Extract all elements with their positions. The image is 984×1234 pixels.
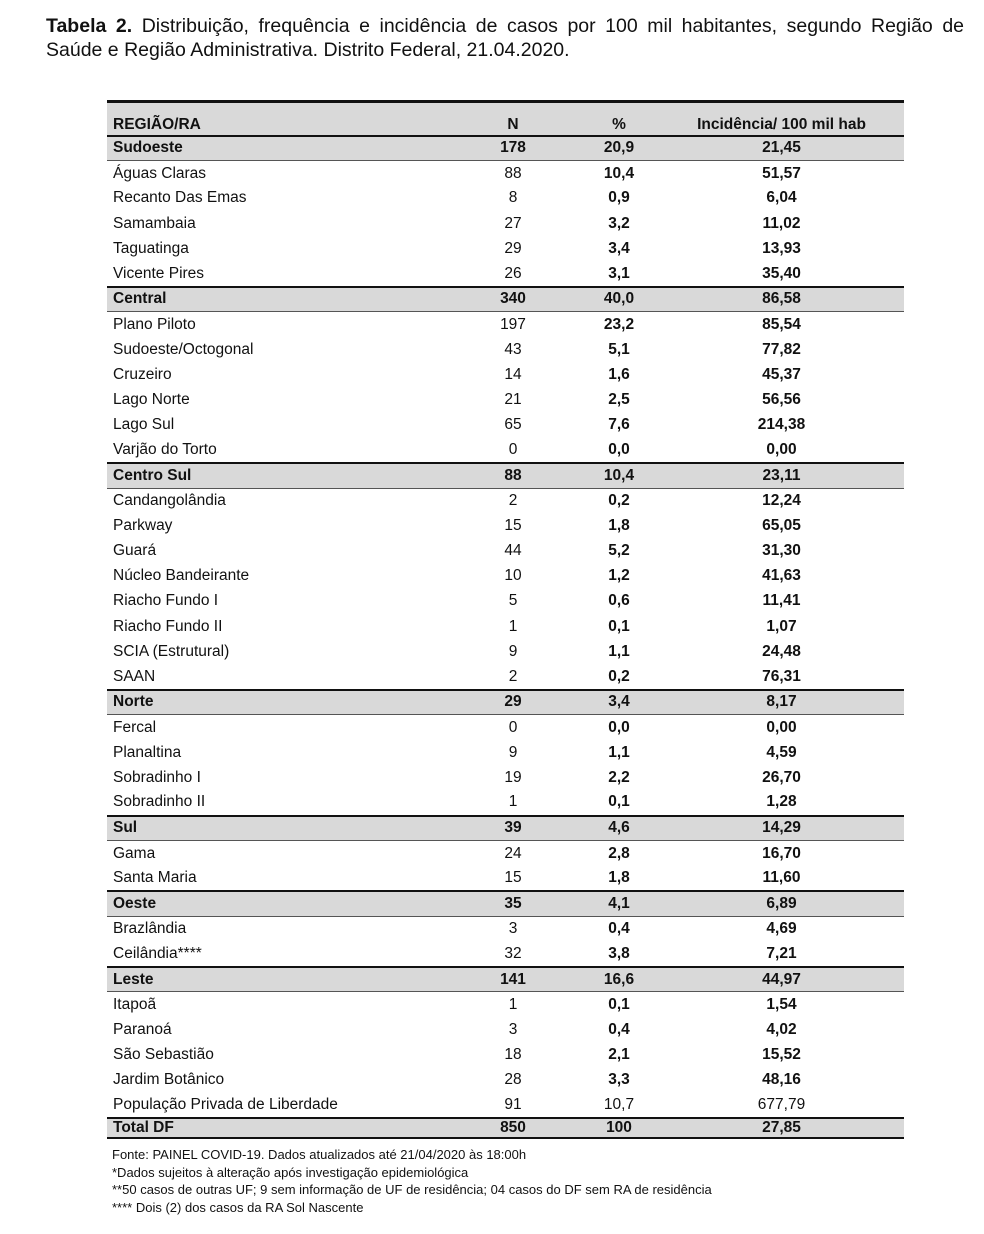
incidence-cell: 11,60 bbox=[762, 869, 801, 887]
incidence-cell: 214,38 bbox=[757, 416, 806, 434]
percent-cell: 0,2 bbox=[608, 667, 630, 685]
region-name-cell: Oeste bbox=[107, 891, 447, 916]
region-name-cell: Vicente Pires bbox=[113, 264, 205, 282]
percent-cell: 3,4 bbox=[608, 239, 630, 257]
percent-cell: 1,8 bbox=[608, 869, 630, 887]
incidence-cell: 4,59 bbox=[766, 743, 797, 761]
percent-cell: 2,8 bbox=[608, 844, 630, 862]
incidence-cell: 16,70 bbox=[762, 844, 801, 862]
incidence-cell: 77,82 bbox=[762, 340, 801, 358]
count-cell: 26 bbox=[504, 264, 522, 282]
percent-cell: 3,3 bbox=[608, 1071, 630, 1089]
region-name-cell: Itapoã bbox=[113, 995, 157, 1013]
region-name-cell: Brazlândia bbox=[113, 920, 187, 938]
region-name-cell: SCIA (Estrutural) bbox=[113, 642, 230, 660]
percent-cell: 40,0 bbox=[579, 287, 659, 312]
percent-cell: 3,8 bbox=[608, 944, 630, 962]
count-cell: 0 bbox=[508, 718, 518, 736]
table-row bbox=[107, 1042, 904, 1067]
region-name-cell: Sobradinho I bbox=[113, 768, 201, 786]
region-name-cell: Lago Norte bbox=[113, 390, 190, 408]
percent-cell: 16,6 bbox=[579, 967, 659, 992]
count-cell: 88 bbox=[447, 463, 579, 488]
cases-table bbox=[107, 100, 904, 1139]
percent-cell: 0,4 bbox=[608, 920, 630, 938]
count-cell: 15 bbox=[504, 869, 522, 887]
table-body bbox=[107, 136, 904, 1138]
table-row bbox=[107, 488, 904, 513]
percent-cell: 2,5 bbox=[608, 390, 630, 408]
percent-cell: 4,6 bbox=[579, 816, 659, 841]
percent-cell: 0,1 bbox=[608, 617, 630, 635]
table-row bbox=[107, 261, 904, 286]
percent-cell: 2,1 bbox=[608, 1045, 630, 1063]
incidence-cell: 48,16 bbox=[762, 1071, 801, 1089]
percent-cell: 0,6 bbox=[608, 592, 630, 610]
incidence-cell: 8,17 bbox=[659, 690, 904, 715]
region-name-cell: Centro Sul bbox=[107, 463, 447, 488]
table-row bbox=[107, 942, 904, 967]
incidence-cell: 677,79 bbox=[757, 1095, 806, 1113]
count-cell: 178 bbox=[447, 136, 579, 161]
footnote-1: *Dados sujeitos à alteração após investigação epidemiológica bbox=[112, 1164, 469, 1180]
table-row bbox=[107, 715, 904, 740]
count-cell: 3 bbox=[508, 920, 518, 938]
incidence-cell: 1,28 bbox=[766, 793, 797, 811]
percent-cell: 0,1 bbox=[608, 995, 630, 1013]
count-cell: 850 bbox=[447, 1118, 579, 1138]
incidence-cell: 14,29 bbox=[659, 816, 904, 841]
count-cell: 44 bbox=[504, 542, 522, 560]
percent-cell: 7,6 bbox=[608, 416, 630, 434]
count-cell: 9 bbox=[508, 642, 518, 660]
incidence-cell: 24,48 bbox=[762, 642, 801, 660]
region-group-row bbox=[107, 136, 904, 161]
table-row bbox=[107, 916, 904, 941]
incidence-cell: 26,70 bbox=[762, 768, 801, 786]
table-row bbox=[107, 186, 904, 211]
count-cell: 141 bbox=[447, 967, 579, 992]
percent-cell: 2,2 bbox=[608, 768, 630, 786]
region-group-row bbox=[107, 690, 904, 715]
table-row bbox=[107, 312, 904, 337]
region-name-cell: Taguatinga bbox=[113, 239, 189, 257]
percent-cell: 5,2 bbox=[608, 542, 630, 560]
table-row bbox=[107, 1093, 904, 1118]
region-name-cell: Cruzeiro bbox=[113, 365, 172, 383]
incidence-cell: 65,05 bbox=[762, 516, 801, 534]
table-row bbox=[107, 337, 904, 362]
incidence-cell: 27,85 bbox=[659, 1118, 904, 1138]
percent-cell: 1,1 bbox=[608, 743, 630, 761]
count-cell: 24 bbox=[504, 844, 522, 862]
incidence-cell: 0,00 bbox=[766, 440, 797, 458]
table-row bbox=[107, 790, 904, 815]
incidence-cell: 23,11 bbox=[659, 463, 904, 488]
count-cell: 15 bbox=[504, 516, 522, 534]
region-group-row bbox=[107, 891, 904, 916]
total-row bbox=[107, 1118, 904, 1138]
count-cell: 3 bbox=[508, 1020, 518, 1038]
table-row bbox=[107, 413, 904, 438]
count-cell: 28 bbox=[504, 1071, 522, 1089]
header-region: REGIÃO/RA bbox=[107, 102, 447, 136]
table-row bbox=[107, 1017, 904, 1042]
percent-cell: 0,0 bbox=[608, 718, 630, 736]
percent-cell: 0,2 bbox=[608, 491, 630, 509]
incidence-cell: 86,58 bbox=[659, 287, 904, 312]
region-group-row bbox=[107, 463, 904, 488]
region-name-cell: Sudoeste bbox=[107, 136, 447, 161]
count-cell: 2 bbox=[508, 491, 518, 509]
footnotes bbox=[112, 1146, 712, 1216]
region-group-row bbox=[107, 287, 904, 312]
percent-cell: 10,4 bbox=[579, 463, 659, 488]
incidence-cell: 0,00 bbox=[766, 718, 797, 736]
table-row bbox=[107, 387, 904, 412]
table-row bbox=[107, 211, 904, 236]
incidence-cell: 44,97 bbox=[659, 967, 904, 992]
incidence-cell: 15,52 bbox=[762, 1045, 801, 1063]
count-cell: 35 bbox=[447, 891, 579, 916]
count-cell: 197 bbox=[500, 315, 526, 333]
incidence-cell: 1,54 bbox=[766, 995, 797, 1013]
incidence-cell: 6,89 bbox=[659, 891, 904, 916]
percent-cell: 1,8 bbox=[608, 516, 630, 534]
percent-cell: 3,1 bbox=[608, 264, 630, 282]
count-cell: 5 bbox=[508, 592, 518, 610]
count-cell: 39 bbox=[447, 816, 579, 841]
count-cell: 19 bbox=[504, 768, 522, 786]
region-name-cell: Samambaia bbox=[113, 214, 196, 232]
count-cell: 65 bbox=[504, 416, 522, 434]
table-row bbox=[107, 841, 904, 866]
incidence-cell: 1,07 bbox=[766, 617, 797, 635]
percent-cell: 3,4 bbox=[579, 690, 659, 715]
count-cell: 0 bbox=[508, 440, 518, 458]
region-name-cell: Gama bbox=[113, 844, 156, 862]
count-cell: 91 bbox=[504, 1095, 522, 1113]
region-name-cell: SAAN bbox=[113, 667, 156, 685]
region-name-cell: População Privada de Liberdade bbox=[113, 1095, 338, 1113]
table-row bbox=[107, 1067, 904, 1092]
percent-cell: 10,7 bbox=[603, 1095, 635, 1113]
count-cell: 18 bbox=[504, 1045, 522, 1063]
incidence-cell: 21,45 bbox=[659, 136, 904, 161]
percent-cell: 1,1 bbox=[608, 642, 630, 660]
incidence-cell: 12,24 bbox=[762, 491, 801, 509]
table-row bbox=[107, 438, 904, 463]
count-cell: 9 bbox=[508, 743, 518, 761]
table-row bbox=[107, 161, 904, 186]
count-cell: 2 bbox=[508, 667, 518, 685]
percent-cell: 0,0 bbox=[608, 440, 630, 458]
table-row bbox=[107, 740, 904, 765]
region-name-cell: Guará bbox=[113, 542, 157, 560]
region-name-cell: Recanto Das Emas bbox=[113, 189, 247, 207]
percent-cell: 4,1 bbox=[579, 891, 659, 916]
count-cell: 88 bbox=[504, 164, 522, 182]
incidence-cell: 76,31 bbox=[762, 667, 801, 685]
count-cell: 21 bbox=[504, 390, 522, 408]
percent-cell: 1,2 bbox=[608, 567, 630, 585]
count-cell: 340 bbox=[447, 287, 579, 312]
region-name-cell: Norte bbox=[107, 690, 447, 715]
region-group-row bbox=[107, 967, 904, 992]
table-row bbox=[107, 639, 904, 664]
count-cell: 29 bbox=[504, 239, 522, 257]
region-name-cell: Sudoeste/Octogonal bbox=[113, 340, 254, 358]
percent-cell: 0,1 bbox=[608, 793, 630, 811]
region-name-cell: São Sebastião bbox=[113, 1045, 214, 1063]
percent-cell: 23,2 bbox=[603, 315, 635, 333]
percent-cell: 5,1 bbox=[608, 340, 630, 358]
footnote-2: **50 casos de outras UF; 9 sem informação de UF de residência; 04 casos do DF sem RA de residência bbox=[112, 1182, 712, 1198]
region-name-cell: Leste bbox=[107, 967, 447, 992]
count-cell: 10 bbox=[504, 567, 522, 585]
incidence-cell: 13,93 bbox=[762, 239, 801, 257]
count-cell: 29 bbox=[447, 690, 579, 715]
region-name-cell: Planaltina bbox=[113, 743, 182, 761]
incidence-cell: 56,56 bbox=[762, 390, 801, 408]
region-name-cell: Central bbox=[107, 287, 447, 312]
count-cell: 1 bbox=[508, 995, 518, 1013]
incidence-cell: 35,40 bbox=[762, 264, 801, 282]
region-name-cell: Plano Piloto bbox=[113, 315, 196, 333]
header-percent: % bbox=[579, 102, 659, 136]
region-name-cell: Sobradinho II bbox=[113, 793, 206, 811]
table-row bbox=[107, 765, 904, 790]
region-name-cell: Sul bbox=[107, 816, 447, 841]
table-header-row bbox=[107, 102, 904, 136]
count-cell: 14 bbox=[504, 365, 522, 383]
incidence-cell: 45,37 bbox=[762, 365, 801, 383]
region-group-row bbox=[107, 816, 904, 841]
region-name-cell: Fercal bbox=[113, 718, 157, 736]
caption-text: Distribuição, frequência e incidência de casos por 100 mil habitantes, segundo Região de Saúde e Região Administrativa. Distrito Federal, 21.04.2020. bbox=[46, 15, 965, 61]
percent-cell: 1,6 bbox=[608, 365, 630, 383]
caption-label: Tabela 2. bbox=[46, 15, 133, 37]
region-name-cell: Candangolândia bbox=[113, 491, 226, 509]
percent-cell: 10,4 bbox=[603, 164, 635, 182]
percent-cell: 0,9 bbox=[608, 189, 630, 207]
header-n: N bbox=[447, 102, 579, 136]
percent-cell: 20,9 bbox=[579, 136, 659, 161]
table-caption bbox=[46, 14, 964, 62]
region-name-cell: Lago Sul bbox=[113, 416, 175, 434]
count-cell: 1 bbox=[508, 793, 518, 811]
count-cell: 1 bbox=[508, 617, 518, 635]
table-row bbox=[107, 362, 904, 387]
region-name-cell: Total DF bbox=[107, 1118, 447, 1138]
count-cell: 27 bbox=[504, 214, 522, 232]
incidence-cell: 41,63 bbox=[762, 567, 801, 585]
table-row bbox=[107, 614, 904, 639]
table-row bbox=[107, 664, 904, 689]
footnote-3: **** Dois (2) dos casos da RA Sol Nascente bbox=[112, 1199, 364, 1215]
table-row bbox=[107, 589, 904, 614]
incidence-cell: 7,21 bbox=[766, 944, 797, 962]
table-row bbox=[107, 513, 904, 538]
percent-cell: 0,4 bbox=[608, 1020, 630, 1038]
footnote-source: Fonte: PAINEL COVID-19. Dados atualizados até 21/04/2020 às 18:00h bbox=[112, 1147, 527, 1162]
table-row bbox=[107, 236, 904, 261]
incidence-cell: 31,30 bbox=[762, 542, 801, 560]
count-cell: 8 bbox=[508, 189, 518, 207]
table-row bbox=[107, 564, 904, 589]
table-row bbox=[107, 992, 904, 1017]
region-name-cell: Paranoá bbox=[113, 1020, 172, 1038]
region-name-cell: Ceilândia**** bbox=[113, 944, 202, 962]
region-name-cell: Águas Claras bbox=[113, 164, 207, 182]
header-incidence: Incidência/ 100 mil hab bbox=[659, 102, 904, 136]
incidence-cell: 4,02 bbox=[766, 1020, 797, 1038]
incidence-cell: 85,54 bbox=[762, 315, 801, 333]
incidence-cell: 51,57 bbox=[762, 164, 801, 182]
table-row bbox=[107, 866, 904, 891]
count-cell: 43 bbox=[504, 340, 522, 358]
incidence-cell: 6,04 bbox=[766, 189, 797, 207]
incidence-cell: 4,69 bbox=[766, 920, 797, 938]
region-name-cell: Riacho Fundo I bbox=[113, 592, 219, 610]
incidence-cell: 11,41 bbox=[762, 592, 801, 610]
region-name-cell: Riacho Fundo II bbox=[113, 617, 223, 635]
region-name-cell: Núcleo Bandeirante bbox=[113, 567, 250, 585]
region-name-cell: Varjão do Torto bbox=[113, 440, 217, 458]
incidence-cell: 11,02 bbox=[762, 214, 801, 232]
region-name-cell: Santa Maria bbox=[113, 869, 197, 887]
count-cell: 32 bbox=[504, 944, 522, 962]
table-row bbox=[107, 539, 904, 564]
region-name-cell: Jardim Botânico bbox=[113, 1071, 225, 1089]
percent-cell: 100 bbox=[579, 1118, 659, 1138]
region-name-cell: Parkway bbox=[113, 516, 173, 534]
percent-cell: 3,2 bbox=[608, 214, 630, 232]
